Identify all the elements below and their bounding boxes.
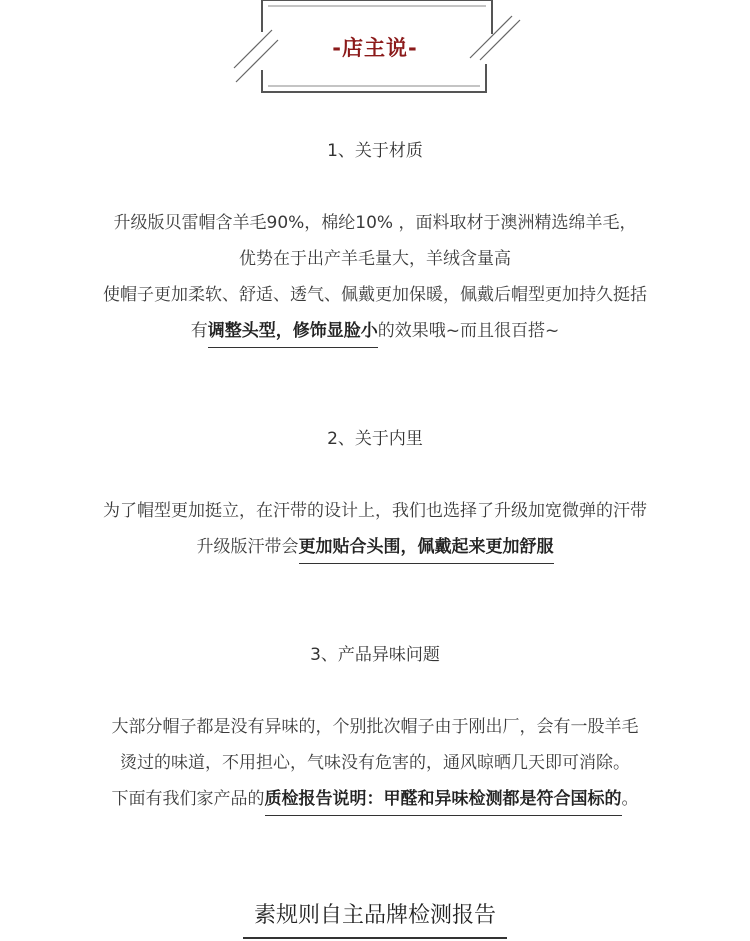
material-emphasis: 调整头型，修饰显脸小 (208, 321, 378, 348)
lining-line-1: 为了帽型更加挺立，在汗带的设计上，我们也选择了升级加宽微弹的汗带 (103, 501, 647, 521)
banner-title: -店主说- (332, 36, 418, 60)
section-heading-odor: 3、产品异味问题 (310, 645, 440, 665)
lining-line-2-prefix: 升级版汗带会 (196, 537, 299, 557)
odor-line-3-prefix: 下面有我们家产品的 (111, 789, 265, 809)
material-line-3: 使帽子更加柔软、舒适、透气、佩戴更加保暖，佩戴后帽型更加持久挺括 (103, 285, 647, 305)
frame-outer-bottom (262, 64, 486, 92)
frame-outer-top (262, 0, 492, 34)
material-line-2: 优势在于出产羊毛量大，羊绒含量高 (239, 249, 511, 269)
odor-line-3 (0, 788, 750, 810)
odor-line-3-suffix: 。 (621, 789, 639, 809)
odor-line-1: 大部分帽子都是没有异味的，个别批次帽子由于刚出厂，会有一股羊毛 (111, 717, 639, 737)
material-line-4-suffix: 的效果哦~而且很百搭~ (377, 321, 560, 341)
report-title: 素规则自主品牌检测报告 (243, 898, 507, 939)
lining-line-2 (0, 536, 750, 558)
odor-line-2: 烫过的味道，不用担心，气味没有危害的，通风晾晒几天即可消除。 (120, 753, 630, 773)
lining-emphasis: 更加贴合头围，佩戴起来更加舒服 (299, 537, 554, 564)
material-line-4-prefix: 有 (190, 321, 208, 341)
material-line-1: 升级版贝雷帽含羊毛90%，棉纶10% ，面料取材于澳洲精选绵羊毛， (113, 213, 637, 233)
odor-emphasis: 质检报告说明：甲醛和异味检测都是符合国标的 (265, 789, 622, 816)
section-heading-lining: 2、关于内里 (327, 429, 423, 449)
material-line-4 (0, 320, 750, 342)
section-heading-material: 1、关于材质 (327, 141, 423, 161)
